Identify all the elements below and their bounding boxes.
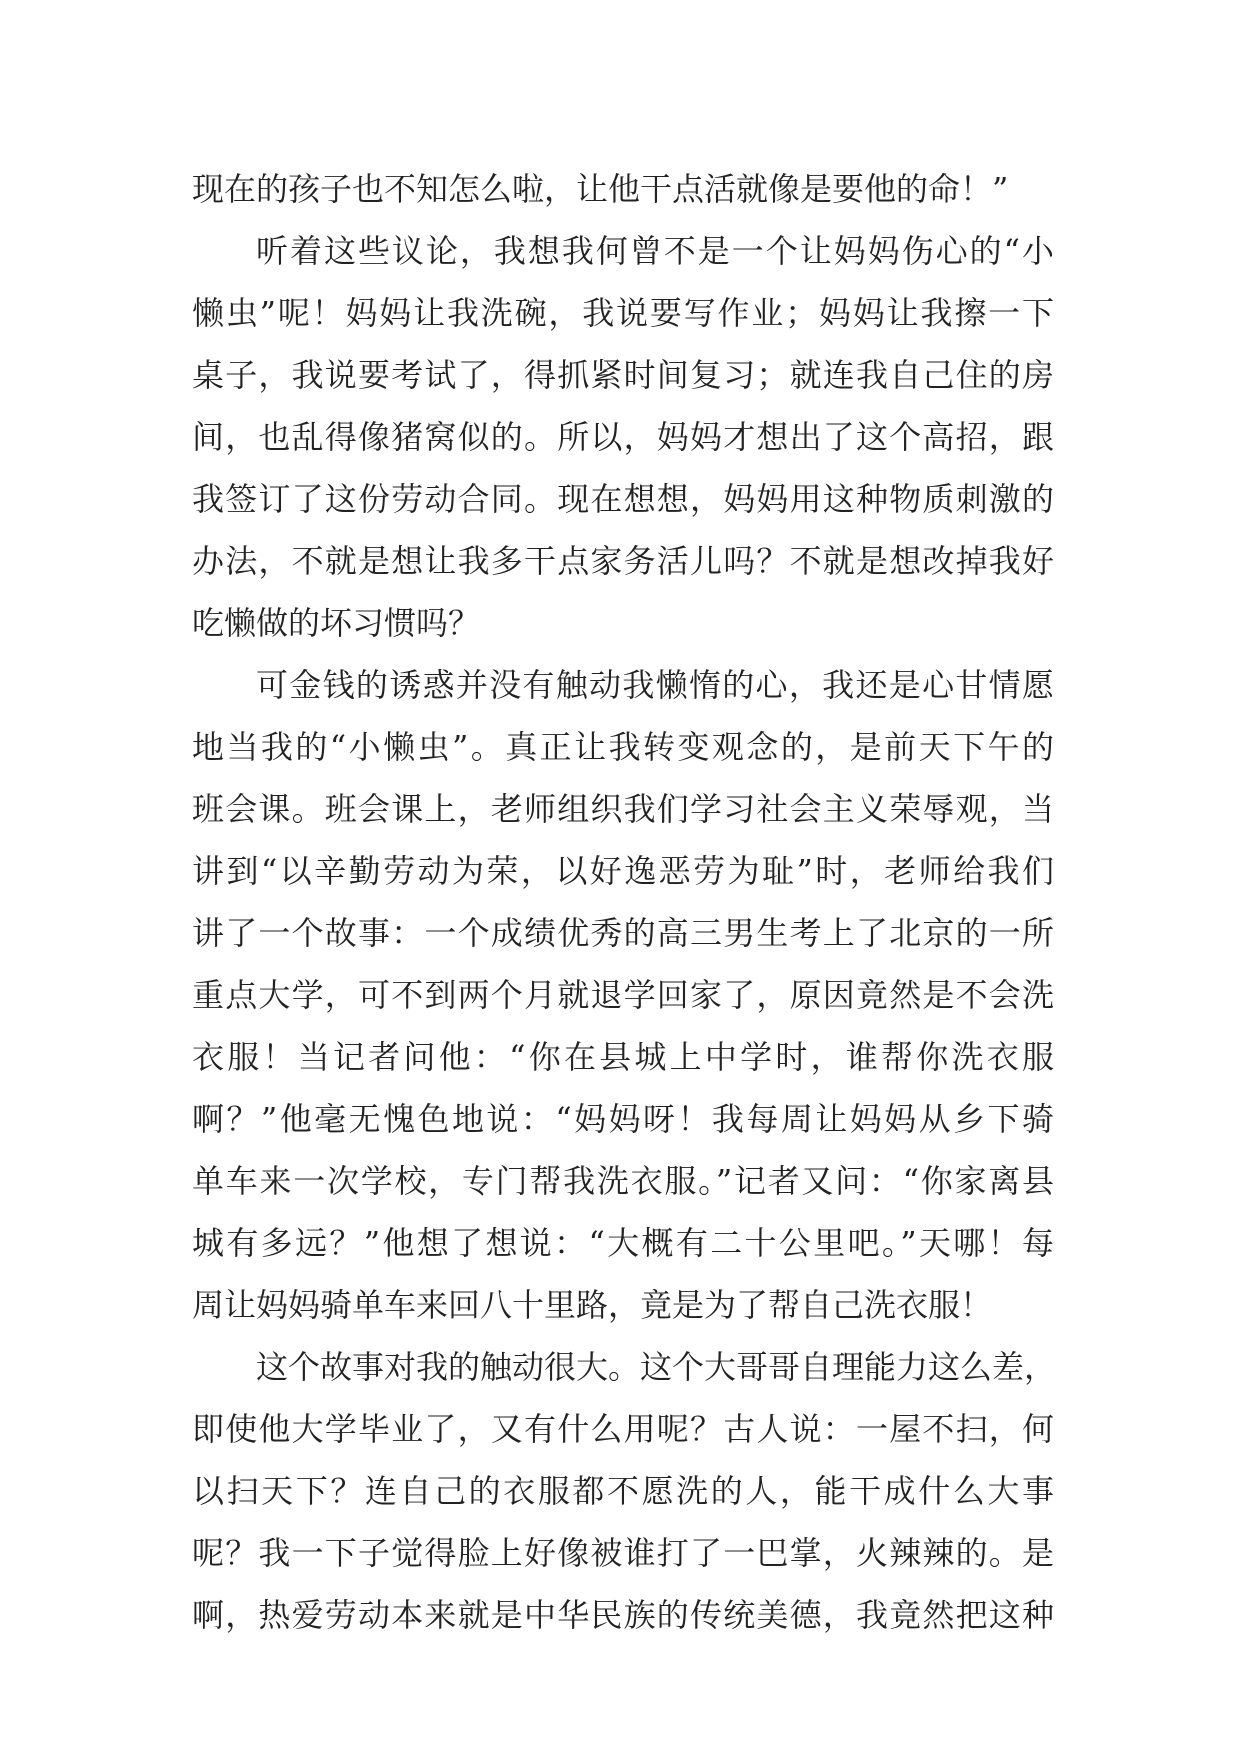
text-line: 衣服！当记者问他：“你在县城上中学时，谁帮你洗衣服	[192, 1038, 1054, 1076]
text-line: 呢？我一下子觉得脸上好像被谁打了一巴掌，火辣辣的。是	[192, 1534, 1054, 1572]
text-line: 桌子，我说要考试了，得抓紧时间复习；就连我自己住的房	[192, 356, 1054, 394]
text-line: 啊，热爱劳动本来就是中华民族的传统美德，我竟然把这种	[192, 1596, 1054, 1634]
text-line: 啊？”他毫无愧色地说：“妈妈呀！我每周让妈妈从乡下骑	[192, 1100, 1054, 1138]
text-line: 间，也乱得像猪窝似的。所以，妈妈才想出了这个高招，跟	[192, 418, 1054, 456]
text-line: 单车来一次学校，专门帮我洗衣服。”记者又问：“你家离县	[192, 1162, 1054, 1200]
text-line: 现在的孩子也不知怎么啦，让他干点活就像是要他的命！”	[192, 170, 1009, 208]
text-line: 地当我的“小懒虫”。真正让我转变观念的，是前天下午的	[192, 728, 1054, 766]
text-line: 以扫天下？连自己的衣服都不愿洗的人，能干成什么大事	[192, 1472, 1054, 1510]
text-line: 重点大学，可不到两个月就退学回家了，原因竟然是不会洗	[192, 976, 1054, 1014]
text-line: 城有多远？”他想了想说：“大概有二十公里吧。”天哪！每	[192, 1224, 1054, 1262]
body-text	[192, 158, 1057, 1646]
text-line: 周让妈妈骑单车来回八十里路，竟是为了帮自己洗衣服！	[192, 1286, 993, 1324]
text-line: 班会课。班会课上，老师组织我们学习社会主义荣辱观，当	[192, 790, 1054, 828]
text-line: 我签订了这份劳动合同。现在想想，妈妈用这种物质刺激的	[192, 480, 1054, 518]
text-line: 这个故事对我的触动很大。这个大哥哥自理能力这么差，	[256, 1348, 1057, 1386]
text-line: 讲了一个故事：一个成绩优秀的高三男生考上了北京的一所	[192, 914, 1054, 952]
text-line: 吃懒做的坏习惯吗？	[192, 604, 481, 642]
text-line: 懒虫”呢！妈妈让我洗碗，我说要写作业；妈妈让我擦一下	[192, 294, 1054, 332]
text-line: 即使他大学毕业了，又有什么用呢？古人说：一屋不扫，何	[192, 1410, 1054, 1448]
text-line: 讲到“以辛勤劳动为荣，以好逸恶劳为耻”时，老师给我们	[192, 852, 1054, 890]
text-line: 办法，不就是想让我多干点家务活儿吗？不就是想改掉我好	[192, 542, 1054, 580]
text-line: 听着这些议论，我想我何曾不是一个让妈妈伤心的“小	[256, 232, 1054, 270]
text-line: 可金钱的诱惑并没有触动我懒惰的心，我还是心甘情愿	[256, 666, 1054, 704]
